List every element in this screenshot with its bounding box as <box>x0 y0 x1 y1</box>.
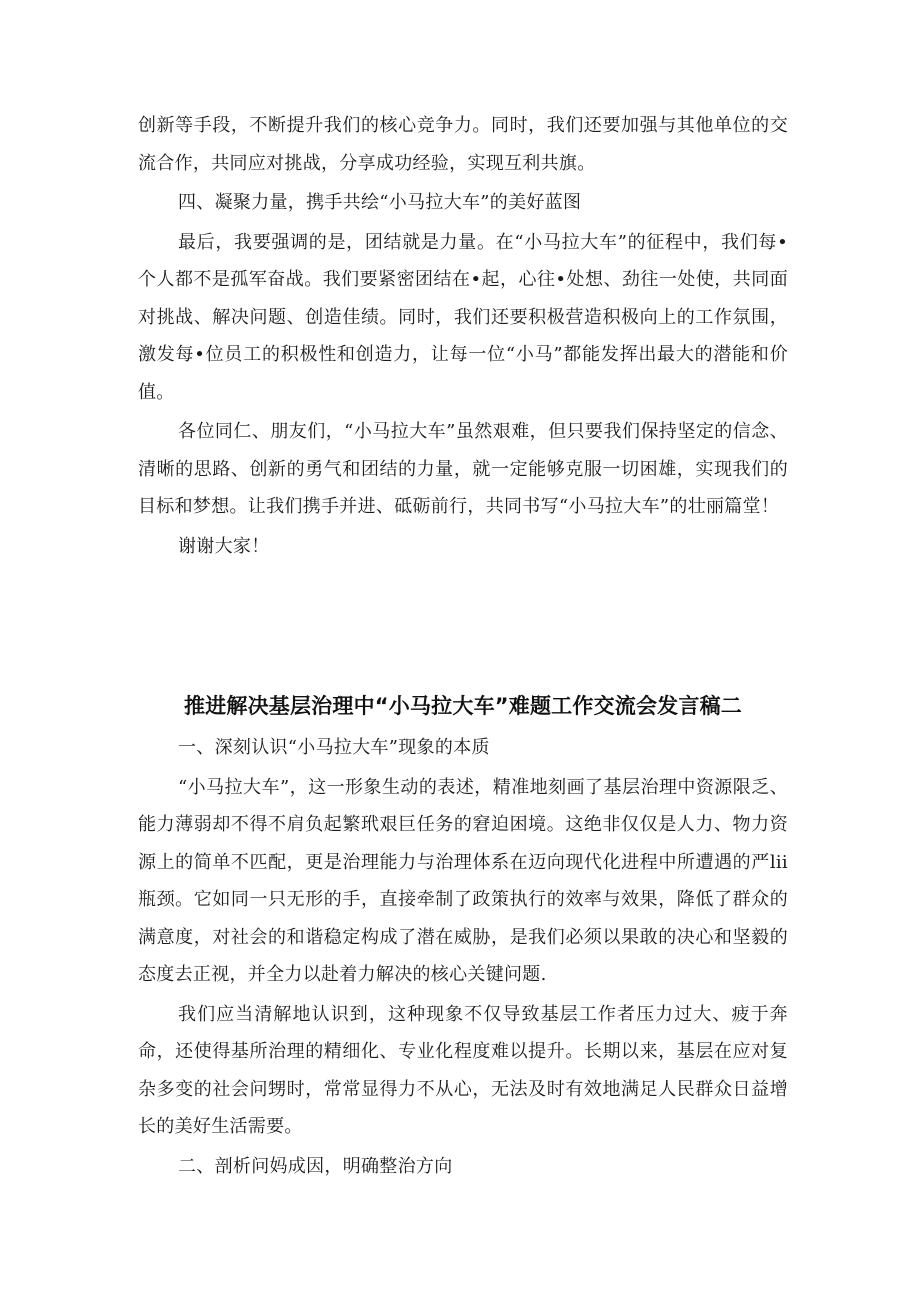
closing-thanks: 谢谢大家！ <box>178 535 270 557</box>
paragraph-recognize: 我们应当清解地认识到，这种现象不仅导致基层工作者压力过大、疲于奔命，还使得基所治理的精细化、专业化程度难以提升。长期以来，基层在应对复杂多变的社会问甥时，常常显得力不从心，无法及时有效地满足人民群众日益增长的美好生活需要。 <box>138 1003 788 1137</box>
heading-four: 四、凝聚力量，携手共绘“小马拉大车”的美好蓝图 <box>178 192 582 213</box>
paragraph-continued: 创新等手段，不断提升我们的核心竞争力。同时，我们还要加强与其他单位的交流合作，共同应对挑战，分享成功经验，实现互利共旗。 <box>138 115 788 174</box>
paragraph-essence: “小马拉大车”，这一形象生动的表述，精准地刻画了基层治理中资源限乏、能力薄弱却不得不肩负起繁玳艰巨任务的窘迫困境。这绝非仅仅是人力、物力资源上的简单不匹配，更是治理能力与治理体系在迈向现代化进程中所遭遇的严lii瓶颈。它如同一只无形的手，直接牵制了政策执行的效率与效果，降低了群众的满意度，对社会的和谐稳定构成了潜在威胁，是我们必须以果敢的决心和坚毅的态度去正视，并全力以赴着力解决的核心关键问题. <box>138 776 788 985</box>
paragraph-finally: 最后，我要强调的是，团结就是力量。在“小马拉大车”的征程中，我们每•个人都不是孤军奋战。我们要紧密团结在•起，心往•处想、劲往一处使，共同面对挑战、解决问题、创造佳绩。同时，我们还要积极营造积极向上的工作氛围，激发每•位员工的积极性和创造力，让每一位“小马”都能发挥出最大的潜能和价值。 <box>138 231 788 403</box>
document-title: 推进解决基层治理中“小马拉大车”难题工作交流会发言稿二 <box>183 694 742 718</box>
heading-two: 二、剖析问妈成因，明确整治方向 <box>178 1155 453 1177</box>
heading-one: 一、深刻认识“小马拉大车”现象的本质 <box>178 737 490 758</box>
section-two-body <box>138 729 788 1185</box>
section-one-body <box>138 107 788 565</box>
paragraph-colleagues: 各位同仁、朋友们，“小马拉大车”虽然艰难，但只要我们保持坚定的信念、清晰的思路、创新的勇气和团结的力量，就一定能够克服一切困雄，实现我们的目标和梦想。让我们携手并进、砥砺前行，共同书写“小马拉大车”的壮丽篇堂！ <box>138 421 788 517</box>
